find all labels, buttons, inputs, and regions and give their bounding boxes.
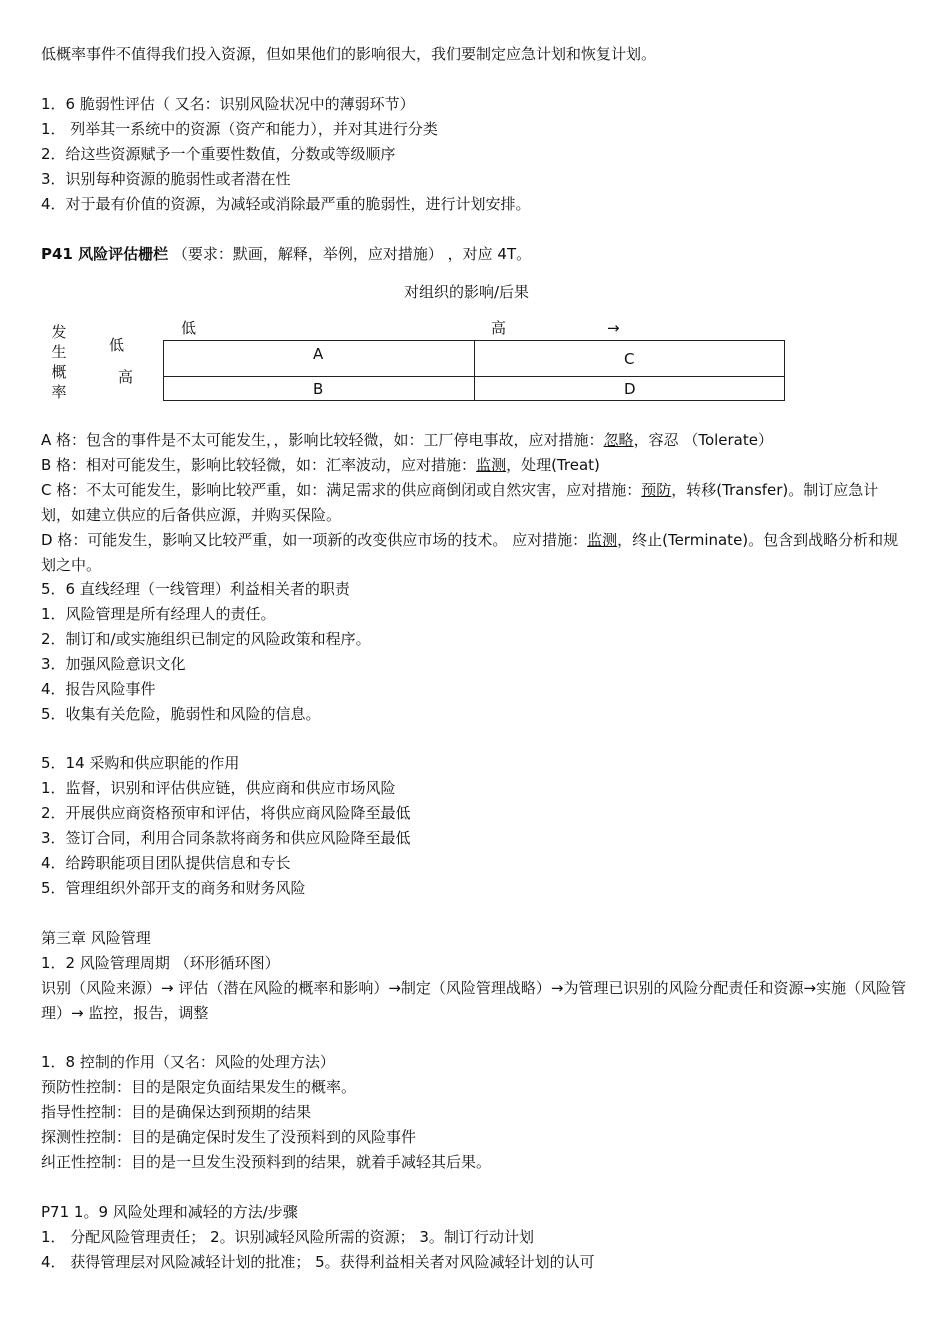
grid-cell-b: B: [313, 380, 324, 398]
grade-b-text: [41, 455, 600, 475]
probability-char: 率: [51, 383, 67, 401]
probability-char: 发: [51, 323, 67, 341]
mitigation-steps-1: 1． 分配风险管理责任； 2。识别减轻风险所需的资源； 3。制订行动计划: [41, 1228, 534, 1246]
list-item: 探测性控制：目的是确定保时发生了没预料到的风险事件: [41, 1128, 417, 1146]
grade-c-suffix: ，转移(Transfer)。制订应急计划，如建立供应的后备供应源，并购买保险。: [41, 481, 879, 524]
list-item: 4．报告风险事件: [41, 680, 156, 698]
list-item: 1． 列举其一系统中的资源（资产和能力），并对其进行分类: [41, 120, 438, 138]
grade-b-suffix: ，处理(Treat): [506, 456, 600, 474]
impact-low-label: 低: [181, 319, 197, 337]
grid-horizontal-divider: [164, 376, 784, 377]
grade-c-prefix: C 格：不太可能发生，影响比较严重，如：满足需求的供应商倒闭或自然灾害，应对措施：: [41, 481, 642, 499]
list-item: 1．监督，识别和评估供应链，供应商和供应市场风险: [41, 779, 396, 797]
impact-high-label: 高: [491, 319, 507, 337]
grid-vertical-divider: [474, 341, 475, 400]
grid-cell-d: D: [624, 380, 636, 398]
list-item: 4．给跨职能项目团队提供信息和专长: [41, 854, 291, 872]
probability-low-label: 低: [109, 336, 125, 354]
chapter-title: 第三章 风险管理: [41, 929, 151, 947]
mitigation-title: P71 1。9 风险处理和减轻的方法/步骤: [41, 1203, 298, 1221]
list-item: 2．给这些资源赋予一个重要性数值，分数或等级顺序: [41, 145, 396, 163]
list-item: 1．风险管理是所有经理人的责任。: [41, 605, 276, 623]
cycle-text: 识别（风险来源）→ 评估（潜在风险的概率和影响）→制定（风险管理战略）→为管理已识别的风险分配责任和资源→实施（风险管理）→ 监控，报告，调整: [41, 979, 907, 1022]
intro-paragraph: 低概率事件不值得我们投入资源，但如果他们的影响很大，我们要制定应急计划和恢复计划。: [41, 45, 657, 63]
mitigation-steps-2: 4． 获得管理层对风险减轻计划的批准； 5。获得利益相关者对风险减轻计划的认可: [41, 1253, 595, 1271]
grade-b-prefix: B 格：相对可能发生，影响比较轻微，如：汇率波动，应对措施：: [41, 456, 477, 474]
controls-title: 1．8 控制的作用（又名：风险的处理方法）: [41, 1053, 335, 1071]
list-item: 2．制订和/或实施组织已制定的风险政策和程序。: [41, 630, 371, 648]
grade-d-prefix: D 格：可能发生，影响又比较严重，如一项新的改变供应市场的技术。 应对措施：: [41, 531, 588, 549]
probability-axis-label: [50, 322, 68, 402]
list-item: 纠正性控制：目的是一旦发生没预料到的结果，就着手减轻其后果。: [41, 1153, 492, 1171]
grade-d-underlined: 监测: [587, 531, 618, 549]
grade-a-suffix: ，容忍 （Tolerate）: [633, 431, 773, 449]
list-item: 3．签订合同，利用合同条款将商务和供应风险降至最低: [41, 829, 411, 847]
risk-assessment-grid: [163, 340, 785, 401]
list-item: 3．加强风险意识文化: [41, 655, 186, 673]
list-item: 5．收集有关危险，脆弱性和风险的信息。: [41, 705, 321, 723]
cycle-title: 1．2 风险管理周期 （环形循环图）: [41, 954, 280, 972]
grade-d-text: [41, 528, 907, 578]
list-item: 预防性控制：目的是限定负面结果发生的概率。: [41, 1078, 357, 1096]
line-manager-title: 5．6 直线经理（一线管理）利益相关者的职责: [41, 580, 350, 598]
procurement-title: 5．14 采购和供应职能的作用: [41, 754, 240, 772]
risk-grid-heading-bold: P41 风险评估栅栏: [41, 245, 169, 263]
probability-char: 生: [51, 343, 67, 361]
risk-grid-heading: [41, 244, 531, 264]
vulnerability-title: 1．6 脆弱性评估（ 又名：识别风险状况中的薄弱环节）: [41, 95, 415, 113]
list-item: 2．开展供应商资格预审和评估，将供应商风险降至最低: [41, 804, 411, 822]
probability-char: 概: [51, 363, 67, 381]
probability-high-label: 高: [118, 368, 134, 386]
impact-axis-title: 对组织的影响/后果: [404, 283, 530, 301]
grade-a-prefix: A 格：包含的事件是不太可能发生，，影响比较轻微，如：工厂停电事故，应对措施：: [41, 431, 604, 449]
list-item: 指导性控制：目的是确保达到预期的结果: [41, 1103, 312, 1121]
impact-arrow: →: [607, 319, 620, 337]
grid-cell-c: C: [624, 350, 635, 368]
grade-b-underlined: 监测: [476, 456, 507, 474]
grade-a-text: [41, 430, 773, 450]
grade-d-suffix: ，终止(Terminate)。包含到战略分析和规划之中。: [41, 531, 899, 574]
list-item: 4．对于最有价值的资源，为减轻或消除最严重的脆弱性，进行计划安排。: [41, 195, 531, 213]
grade-c-underlined: 预防: [641, 481, 672, 499]
grade-c-text: [41, 478, 907, 528]
grid-cell-a: A: [313, 345, 324, 363]
risk-grid-heading-rest: （要求：默画，解释，举例，应对措施） ，对应 4T。: [168, 245, 532, 263]
grade-a-underlined: 忽略: [603, 431, 634, 449]
list-item: 5．管理组织外部开支的商务和财务风险: [41, 879, 306, 897]
list-item: 3．识别每种资源的脆弱性或者潜在性: [41, 170, 291, 188]
